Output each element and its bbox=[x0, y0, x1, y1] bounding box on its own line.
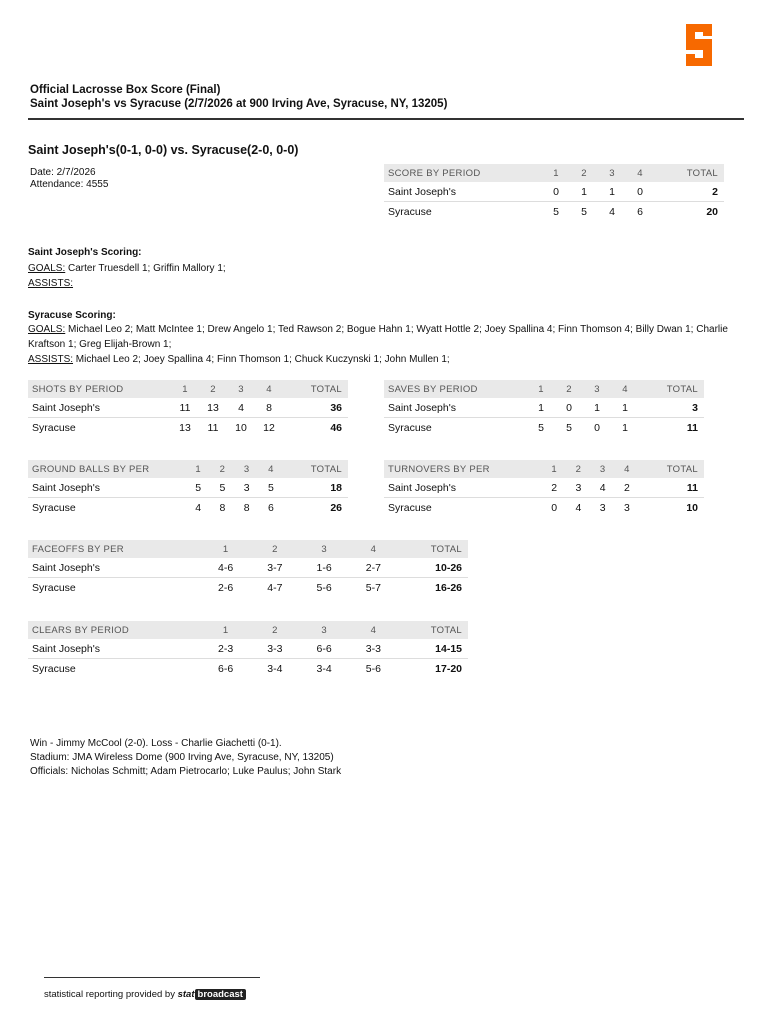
total-cell: 3 bbox=[639, 398, 704, 418]
cell: 11 bbox=[207, 421, 219, 434]
cell: 5 bbox=[259, 478, 283, 498]
sj-scoring-title: Saint Joseph's Scoring: bbox=[28, 247, 142, 258]
cell: 1 bbox=[598, 182, 626, 202]
attendance: Attendance: 4555 bbox=[30, 179, 109, 190]
assists-label: ASSISTS: bbox=[28, 354, 74, 365]
col-header: 4 bbox=[349, 540, 398, 558]
team-name: Saint Joseph's bbox=[28, 398, 171, 418]
syracuse-logo-icon bbox=[682, 22, 716, 68]
col-header: 2 bbox=[570, 164, 598, 182]
total-cell: 11 bbox=[686, 421, 698, 434]
matchup-title: Saint Joseph's(0-1, 0-0) vs. Syracuse(2-0, 0-0) bbox=[28, 143, 299, 157]
col-header: 1 bbox=[542, 460, 566, 478]
syr-goals bbox=[28, 322, 728, 352]
total-cell: 20 bbox=[706, 205, 718, 218]
cell: 8 bbox=[219, 501, 226, 514]
brand-stat: stat bbox=[177, 989, 195, 1000]
goals-list: Carter Truesdell 1; Griffin Mallory 1; bbox=[65, 263, 226, 274]
saves-by-period-table bbox=[384, 380, 704, 437]
cell: 1 bbox=[611, 398, 639, 418]
cell: 4-6 bbox=[201, 558, 250, 578]
total-cell: 2 bbox=[654, 182, 724, 202]
team-name: Syracuse bbox=[32, 662, 76, 675]
col-header: 1 bbox=[186, 460, 210, 478]
stadium: Stadium: JMA Wireless Dome (900 Irving Ave, Syracuse, NY, 13205) bbox=[30, 752, 334, 763]
table-header: SAVES BY PERIOD bbox=[384, 380, 527, 398]
cell: 3-3 bbox=[349, 639, 398, 659]
table-row bbox=[384, 418, 704, 438]
col-header-total: TOTAL bbox=[639, 380, 704, 398]
sj-goals bbox=[28, 261, 728, 276]
cell: 5-7 bbox=[365, 581, 381, 594]
credit-text: statistical reporting provided by bbox=[44, 989, 175, 1000]
col-header: 4 bbox=[259, 460, 283, 478]
cell: 5 bbox=[538, 421, 544, 434]
cell: 0 bbox=[555, 398, 583, 418]
table-row bbox=[28, 558, 468, 578]
cell: 5 bbox=[186, 478, 210, 498]
box-score-subtitle: Saint Joseph's vs Syracuse (2/7/2026 at 900 Irving Ave, Syracuse, NY, 13205) bbox=[30, 98, 448, 110]
goals-label: GOALS: bbox=[28, 263, 66, 274]
table-header: SHOTS BY PERIOD bbox=[28, 380, 171, 398]
box-score-title: Official Lacrosse Box Score (Final) bbox=[30, 84, 221, 96]
table-header: SCORE BY PERIOD bbox=[384, 164, 542, 182]
cell: 4 bbox=[591, 478, 615, 498]
table-row bbox=[384, 498, 704, 518]
cell: 5 bbox=[553, 205, 559, 218]
cell: 4 bbox=[609, 205, 615, 218]
col-header-total: TOTAL bbox=[283, 380, 348, 398]
col-header: 2 bbox=[555, 380, 583, 398]
cell: 2-3 bbox=[201, 639, 250, 659]
total-cell: 17-20 bbox=[435, 662, 462, 675]
col-header: 1 bbox=[171, 380, 199, 398]
col-header: 3 bbox=[300, 621, 349, 639]
team-name: Syracuse bbox=[32, 421, 76, 434]
col-header: 3 bbox=[583, 380, 611, 398]
team-name: Saint Joseph's bbox=[384, 478, 542, 498]
score-by-period-table bbox=[384, 164, 724, 221]
total-cell: 46 bbox=[330, 421, 342, 434]
team-name: Saint Joseph's bbox=[384, 398, 527, 418]
col-header: 4 bbox=[255, 380, 283, 398]
team-name: Syracuse bbox=[32, 581, 76, 594]
cell: 1 bbox=[527, 398, 555, 418]
clears-table bbox=[28, 621, 468, 678]
team-name: Syracuse bbox=[388, 205, 432, 218]
win-loss: Win - Jimmy McCool (2-0). Loss - Charlie Giachetti (0-1). bbox=[30, 738, 282, 749]
cell: 3-3 bbox=[250, 639, 299, 659]
cell: 0 bbox=[626, 182, 654, 202]
cell: 6 bbox=[267, 501, 274, 514]
statbroadcast-credit bbox=[44, 989, 246, 1000]
syr-assists bbox=[28, 352, 728, 367]
col-header: 4 bbox=[611, 380, 639, 398]
col-header: 3 bbox=[598, 164, 626, 182]
cell: 1 bbox=[570, 182, 598, 202]
cell: 0 bbox=[551, 501, 558, 514]
table-header: TURNOVERS BY PER bbox=[384, 460, 542, 478]
cell: 3 bbox=[566, 478, 590, 498]
cell: 3 bbox=[235, 478, 259, 498]
cell: 8 bbox=[243, 501, 250, 514]
cell: 1 bbox=[622, 421, 628, 434]
cell: 0 bbox=[594, 421, 600, 434]
total-cell: 16-26 bbox=[435, 581, 462, 594]
cell: 6-6 bbox=[218, 662, 234, 675]
col-header: 4 bbox=[615, 460, 639, 478]
col-header: 4 bbox=[626, 164, 654, 182]
goals-label: GOALS: bbox=[28, 324, 66, 335]
col-header: 1 bbox=[527, 380, 555, 398]
total-cell: 10 bbox=[686, 501, 698, 514]
cell: 13 bbox=[179, 421, 191, 434]
table-row bbox=[384, 202, 724, 222]
cell: 13 bbox=[199, 398, 227, 418]
cell: 3-7 bbox=[250, 558, 299, 578]
game-date: Date: 2/7/2026 bbox=[30, 167, 96, 178]
header-divider bbox=[28, 118, 744, 120]
goals-list: Michael Leo 2; Matt McIntee 1; Drew Angelo 1; Ted Rawson 2; Bogue Hahn 1; Wyatt Hottle 2; Joey Spallina 4; Finn Thomson 4; Billy Dwan 1; Charlie Kraftson 1; Greg Elijah-Brown 1; bbox=[28, 324, 728, 350]
table-row bbox=[28, 398, 348, 418]
col-header: 2 bbox=[210, 460, 234, 478]
col-header-total: TOTAL bbox=[283, 460, 348, 478]
table-header: GROUND BALLS BY PER bbox=[28, 460, 186, 478]
table-row bbox=[384, 478, 704, 498]
cell: 3 bbox=[623, 501, 630, 514]
cell: 5-6 bbox=[365, 662, 381, 675]
team-name: Saint Joseph's bbox=[28, 558, 201, 578]
team-name: Saint Joseph's bbox=[384, 182, 542, 202]
ground-balls-table bbox=[28, 460, 348, 517]
cell: 4 bbox=[195, 501, 202, 514]
cell: 5 bbox=[566, 421, 572, 434]
cell: 5-6 bbox=[316, 581, 332, 594]
col-header-total: TOTAL bbox=[654, 164, 724, 182]
cell: 1 bbox=[583, 398, 611, 418]
col-header: 2 bbox=[199, 380, 227, 398]
table-row bbox=[28, 498, 348, 518]
cell: 5 bbox=[581, 205, 587, 218]
team-name: Syracuse bbox=[388, 501, 432, 514]
faceoffs-table bbox=[28, 540, 468, 597]
sj-assists bbox=[28, 276, 728, 291]
cell: 3-4 bbox=[267, 662, 283, 675]
table-row bbox=[28, 478, 348, 498]
col-header: 2 bbox=[250, 540, 299, 558]
cell: 6-6 bbox=[300, 639, 349, 659]
total-cell: 10-26 bbox=[398, 558, 468, 578]
assists-list: Michael Leo 2; Joey Spallina 4; Finn Thomson 1; Chuck Kuczynski 1; John Mullen 1; bbox=[73, 354, 450, 365]
table-row bbox=[384, 182, 724, 202]
table-row bbox=[28, 639, 468, 659]
table-header: CLEARS BY PERIOD bbox=[28, 621, 201, 639]
cell: 6 bbox=[637, 205, 643, 218]
table-row bbox=[28, 418, 348, 438]
cell: 2 bbox=[542, 478, 566, 498]
cell: 1-6 bbox=[300, 558, 349, 578]
col-header: 3 bbox=[300, 540, 349, 558]
col-header-total: TOTAL bbox=[398, 621, 468, 639]
table-row bbox=[28, 578, 468, 598]
col-header: 1 bbox=[201, 621, 250, 639]
cell: 11 bbox=[171, 398, 199, 418]
table-row bbox=[28, 659, 468, 679]
syr-scoring-title: Syracuse Scoring: bbox=[28, 310, 116, 321]
cell: 2 bbox=[615, 478, 639, 498]
turnovers-table bbox=[384, 460, 704, 517]
cell: 0 bbox=[542, 182, 570, 202]
col-header: 2 bbox=[566, 460, 590, 478]
cell: 4 bbox=[227, 398, 255, 418]
col-header: 3 bbox=[227, 380, 255, 398]
col-header: 2 bbox=[250, 621, 299, 639]
team-name: Syracuse bbox=[32, 501, 76, 514]
cell: 10 bbox=[235, 421, 247, 434]
team-name: Syracuse bbox=[388, 421, 432, 434]
cell: 2-6 bbox=[218, 581, 234, 594]
table-row bbox=[384, 398, 704, 418]
brand-broadcast: broadcast bbox=[195, 989, 246, 1000]
cell: 5 bbox=[210, 478, 234, 498]
col-header: 3 bbox=[235, 460, 259, 478]
cell: 2-7 bbox=[349, 558, 398, 578]
cell: 12 bbox=[263, 421, 275, 434]
col-header: 3 bbox=[591, 460, 615, 478]
team-name: Saint Joseph's bbox=[28, 478, 186, 498]
col-header: 4 bbox=[349, 621, 398, 639]
team-name: Saint Joseph's bbox=[28, 639, 201, 659]
table-header: FACEOFFS BY PER bbox=[28, 540, 201, 558]
cell: 3-4 bbox=[316, 662, 332, 675]
assists-label: ASSISTS: bbox=[28, 278, 74, 289]
col-header-total: TOTAL bbox=[639, 460, 704, 478]
total-cell: 36 bbox=[283, 398, 348, 418]
col-header: 1 bbox=[542, 164, 570, 182]
total-cell: 14-15 bbox=[398, 639, 468, 659]
cell: 4 bbox=[575, 501, 582, 514]
cell: 4-7 bbox=[267, 581, 283, 594]
cell: 8 bbox=[255, 398, 283, 418]
shots-by-period-table bbox=[28, 380, 348, 437]
col-header: 1 bbox=[201, 540, 250, 558]
officials: Officials: Nicholas Schmitt; Adam Pietrocarlo; Luke Paulus; John Stark bbox=[30, 766, 342, 777]
footer-divider bbox=[44, 977, 260, 978]
total-cell: 26 bbox=[330, 501, 342, 514]
total-cell: 11 bbox=[639, 478, 704, 498]
col-header-total: TOTAL bbox=[398, 540, 468, 558]
cell: 3 bbox=[599, 501, 606, 514]
total-cell: 18 bbox=[283, 478, 348, 498]
